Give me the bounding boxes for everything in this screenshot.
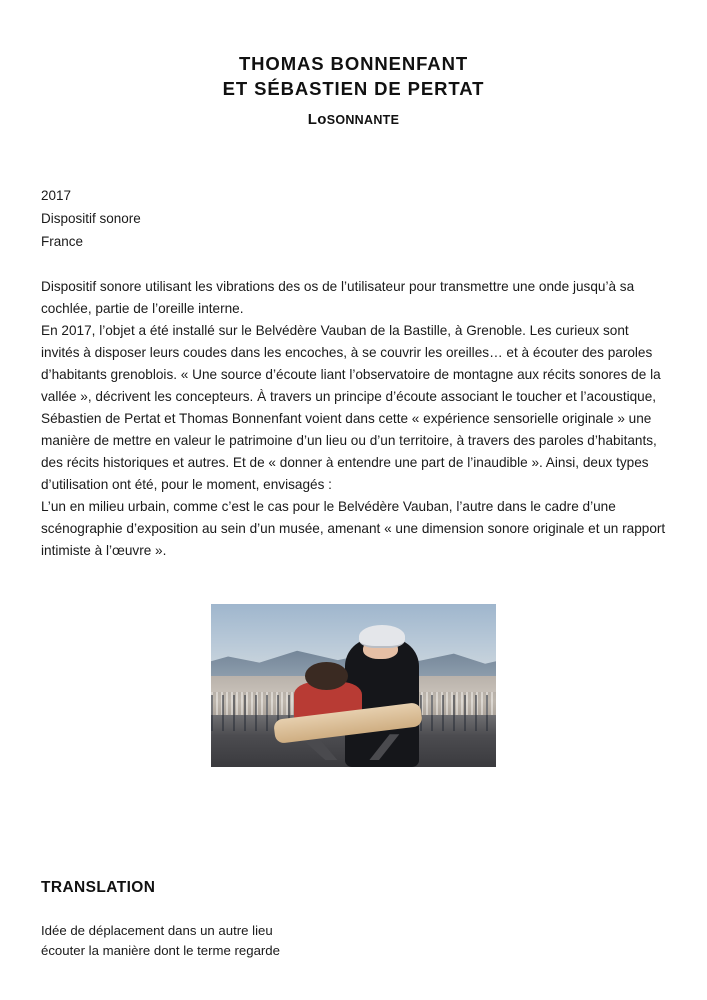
metadata-country: France	[41, 234, 84, 250]
document-header	[0, 0, 707, 128]
description-paragraph-2: En 2017, l’objet a été installé sur le Belvédère Vauban de la Bastille, à Grenoble. Les curieux sont invités à disposer leurs coudes dans les encoches, à se couvrir les oreilles… et à écouter des paroles d’habitants grenoblois. « Une source d’écoute liant l’observatoire de montagne aux récits sonores de la vallée », décrivent les concepteurs. À travers un principe d’écoute associant le toucher et l’acoustique, Sébastien de Pertat et Thomas Bonnenfant voient dans cette « expérience sensorielle originale » une manière de mettre en valeur le patrimoine d’un lieu ou d’un territoire, à travers des paroles d’habitants, des récits historiques et autres. Et de « donner à entendre une part de l’inaudible ». Ainsi, deux types d’utilisation ont été, pour le moment, envisagés :	[41, 322, 661, 492]
work-title-rest: SONNANTE	[326, 112, 400, 127]
artist-name-line-2: ET SÉBASTIEN DE PERTAT	[222, 77, 485, 99]
description-paragraph-3: L’un en milieu urbain, comme c’est le cas pour le Belvédère Vauban, l’autre dans le cadre d’une scénographie d’exposition au sein d’un musée, amenant « une dimension sonore originale et un rapport intimiste à l’œuvre ».	[41, 498, 666, 558]
translation-heading: TRANSLATION	[41, 878, 156, 896]
photo-adult-hat	[359, 625, 405, 648]
metadata-medium: Dispositif sonore	[41, 211, 141, 227]
metadata-year: 2017	[41, 187, 72, 203]
translation-line-2: écouter la manière dont le terme regarde	[41, 943, 280, 959]
artist-name-line-1: THOMAS BONNENFANT	[238, 53, 469, 74]
translation-text	[41, 921, 666, 962]
work-metadata	[41, 184, 707, 254]
description-text	[41, 276, 666, 562]
work-title-prefix: Lo	[307, 110, 327, 128]
description-paragraph-1: Dispositif sonore utilisant les vibrations des os de l’utilisateur pour transmettre une onde jusqu’à sa cochlée, partie de l’oreille interne.	[41, 278, 635, 316]
photo-child-hair	[305, 662, 348, 690]
translation-line-1: Idée de déplacement dans un autre lieu	[41, 922, 273, 938]
work-title	[0, 111, 707, 128]
figure-container	[0, 604, 707, 767]
installation-photo	[211, 604, 496, 767]
